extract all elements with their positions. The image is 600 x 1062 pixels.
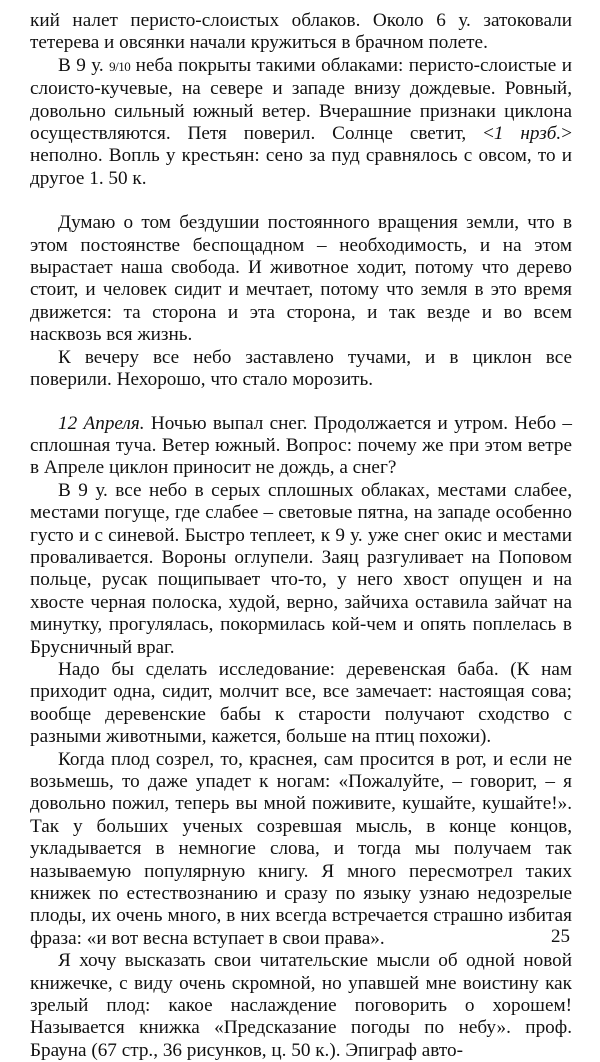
- fraction-nine-tenths: 9/10: [109, 58, 131, 74]
- diary-date: 12 Апреля.: [58, 412, 145, 434]
- paragraph-april-12: [30, 413, 572, 480]
- paragraph-evening-clouds: К вечеру все небо заставлено тучами, и в циклон все поверили. Нехорошо, что стало морозить.: [30, 346, 572, 391]
- paragraph-grey-clouds: В 9 у. все небо в серых сплошных облаках, местами слабее, местами погуще, где слабее – световые пятна, на западе особенно густо и с синевой. Быстро теплеет, к 9 у. уже снег окис и местами проваливается. Вороны оглупели. Заяц разгуливает на Поповом польце, русак пощипывает что-то, у него хвост опущен и на хвосте черная полоска, худой, верно, зайчиха оставила зайчат на минутку, прогулялась, покормилась кой-чем и опять поплелась в Брусничный враг.: [30, 479, 572, 658]
- paragraph-earth-rotation: Думаю о том бездушии постоянного вращения земли, что в этом постоянстве беспощадном – необходимость, и на этом вырастает наша свобода. И животное ходит, потому что дерево стоит, и человек сидит и мечтает, потому что земля в это время движется: та сторона и эта сторона, и так везде и во всем насквозь вся жизнь.: [30, 212, 572, 346]
- document-page: [30, 10, 572, 1062]
- paragraph-text-segment: В 9 у.: [58, 54, 110, 76]
- paragraph-weather-book: Я хочу высказать свои читательские мысли об одной новой книжечке, с виду очень скромной, но упавшей мне воистину как зрелый плод: какое наслаждение поговорить о хорошем! Называется книжка «Предсказание погоды по небу». проф. Брауна (67 стр., 36 рисунков, ц. 50 к.). Эпиграф авто-: [30, 950, 572, 1061]
- paragraph-continuation: кий налет перисто-слоистых облаков. Около 6 у. затоковали тетерева и овсянки начали кружиться в брачном полете.: [30, 10, 572, 54]
- page-number: 25: [551, 926, 570, 947]
- paragraph-ripe-fruit: Когда плод созрел, то, краснея, сам просится в рот, и если не возьмешь, то даже упадет к ногам: «Пожалуйте, – говорит, – я довольно пожил, теперь вы мной поживите, кушайте, кушайте!». Так у больших ученых созревшая мысль, в конце концов, укладывается в немногие слова, и тогда мы получаем так называемую популярную книгу. Я много пересмотрел таких книжек по естествознанию и сразу по языку узнаю недозрелые плоды, их очень много, в них всегда встречается страшно избитая фраза: «и вот весна вступает в свои права».: [30, 748, 572, 949]
- paragraph-text-segment: > неполно. Вопль у крестьян: сено за пуд сравнялось с овсом, то и другое 1. 50 к.: [30, 123, 573, 189]
- paragraph-village-woman: Надо бы сделать исследование: деревенская баба. (К нам приходит одна, сидит, молчит все, все замечает: настоящая сова; вообще деревенские бабы к старости получают сходство с разными животными, кажется, больше на птиц похожи).: [30, 658, 572, 748]
- illegible-word-note: 1 нрзб.: [493, 123, 562, 145]
- paragraph-text-segment: неба покрыты такими облаками: перисто-слоистые и слоисто-кучевые, на севере и западе внизу дождевые. Ровный, довольно сильный южный ветер. Вчерашние признаки циклона осуществляются. Петя поверил. Солнце светит, <: [30, 54, 572, 145]
- paragraph-text-segment: Ночью выпал снег. Продолжается и утром. Небо – сплошная туча. Ветер южный. Вопрос: почему же при этом ветре в Апреле циклон приносит не дождь, а снег?: [30, 412, 572, 479]
- paragraph-gap: [30, 190, 572, 212]
- paragraph-gap: [30, 392, 572, 413]
- paragraph-morning-sky: [30, 55, 572, 190]
